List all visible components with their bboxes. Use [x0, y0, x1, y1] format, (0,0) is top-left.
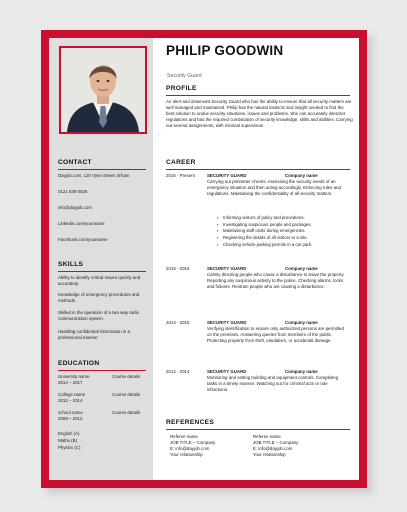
job-dates: 2012 - 2014 — [166, 369, 190, 374]
contact-email[interactable]: info@dayjob.com — [58, 205, 92, 210]
skill-item: Ability to identify critical issues quickly and accurately. — [58, 275, 141, 287]
referee-role: JOB TITLE – Company — [170, 440, 216, 445]
grade-item: English (A) — [58, 431, 80, 436]
contact-linkedin[interactable]: Linkedin.com/yourname — [58, 221, 105, 226]
skill-item: Knowledge of emergency procedures and methods. — [58, 292, 140, 304]
job-bullet-list — [223, 215, 351, 249]
contact-address: Dayjob.com, 120 Vyse Street, B'ham — [58, 173, 130, 178]
job-bullet: ▪ Informing visitors of policy and procedures. — [223, 215, 351, 222]
references-heading: REFERENCES — [166, 419, 215, 426]
skill-item: Handling confidential information in a professional manner — [58, 329, 131, 341]
cv-sheet — [49, 38, 359, 480]
profile-text: An alert and observant Security Guard who has the ability to ensure that all security matters are well managed and maintained. Philip has the natural instincts and insight needed to find the best solution to undue security situations, issues and problems. She can accurately interpret regulations and has the required combination of security knowledge, skills and abilities. Carrying out several assignments, with minimal supervision. — [166, 99, 353, 129]
referee-email[interactable]: E: info@dayjob.com — [253, 446, 293, 451]
career-heading: CAREER — [166, 159, 196, 166]
grade-item: Maths (B) — [58, 438, 78, 443]
referee-role: JOB TITLE – Company — [253, 440, 299, 445]
contact-phone: 0121 638 0026 — [58, 189, 88, 194]
job-title: Security Guard — [167, 73, 202, 79]
referee-relationship: Your relationship — [253, 452, 286, 457]
job-description: Monitoring and setting building and equipment controls. Completing tasks in a timely manner. Watching out for criminal acts or rule infractions. — [207, 375, 339, 393]
skills-divider — [58, 271, 146, 272]
education-divider — [58, 370, 146, 371]
contact-heading: CONTACT — [58, 159, 92, 166]
cv-page — [41, 30, 367, 488]
contact-divider — [58, 169, 146, 170]
referee-email[interactable]: E: info@dayjob.com — [170, 446, 210, 451]
edu-institution: College name — [58, 392, 86, 397]
job-role: SECURITY GUARD — [207, 320, 247, 325]
career-divider — [166, 169, 350, 170]
profile-photo — [59, 46, 147, 134]
job-dates: 2016 - Present — [166, 173, 195, 178]
job-description: Verifying identification to ensure only authorized persons are permitted on the premises. Answering queries from members of the public. Protecting property from theft, vandalism, or accidental damage. — [207, 326, 344, 344]
job-company: Company name — [285, 173, 318, 178]
job-dates: 2014 - 2015 — [166, 320, 190, 325]
job-description: Calmly directing people who cause a disturbance to leave the property. Reporting any suspicious activity to the police. Checking alarms, locks and fixtures. Restrain people who are causing a disturbance. — [207, 272, 345, 290]
skill-item: Skilled in the operation of a two way radio communication system. — [58, 310, 140, 322]
edu-years: 2012 – 2014 — [58, 398, 83, 403]
job-role: SECURITY GUARD — [207, 173, 247, 178]
contact-facebook[interactable]: Facebook.com/yourname — [58, 237, 108, 242]
job-dates: 2015 - 2016 — [166, 266, 190, 271]
edu-details: Course details — [112, 410, 141, 415]
job-company: Company name — [285, 369, 318, 374]
profile-heading: PROFILE — [166, 85, 197, 92]
references-divider — [166, 429, 350, 430]
job-bullet: ▪ Investigating suspicious people and packages. — [223, 222, 351, 229]
sidebar — [49, 38, 153, 480]
job-role: SECURITY GUARD — [207, 266, 247, 271]
edu-details: Course details — [112, 374, 141, 379]
grade-item: Physics (C) — [58, 445, 81, 450]
edu-institution: school name — [58, 410, 83, 415]
job-company: Company name — [285, 320, 318, 325]
profile-divider — [166, 95, 350, 96]
job-bullet: ▪ Checking vehicle parking permits in a car park. — [223, 242, 351, 249]
edu-institution: University name — [58, 374, 90, 379]
referee-name: Referee name — [170, 434, 198, 439]
job-description: Carrying out perimeter checks. Assessing the security needs of an emergency situation and then acting accordingly. Enforcing rules and regulations. Maintaining the confidentiality of all security matters. — [207, 179, 341, 197]
edu-years: 2008 – 2012 — [58, 416, 83, 421]
skills-heading: SKILLS — [58, 261, 84, 268]
job-company: Company name — [285, 266, 318, 271]
referee-name: Referee name — [253, 434, 281, 439]
job-bullet: ▪ Maintaining staff order during emergencies. — [223, 228, 351, 235]
candidate-name: PHILIP GOODWIN — [166, 43, 284, 58]
edu-years: 2014 – 2017 — [58, 380, 83, 385]
education-heading: EDUCATION — [58, 360, 100, 367]
referee-relationship: Your relationship — [170, 452, 203, 457]
job-bullet: ▪ Registering the details of all visitors to a site. — [223, 235, 351, 242]
job-role: SECURITY GUARD — [207, 369, 247, 374]
edu-details: Course details — [112, 392, 141, 397]
